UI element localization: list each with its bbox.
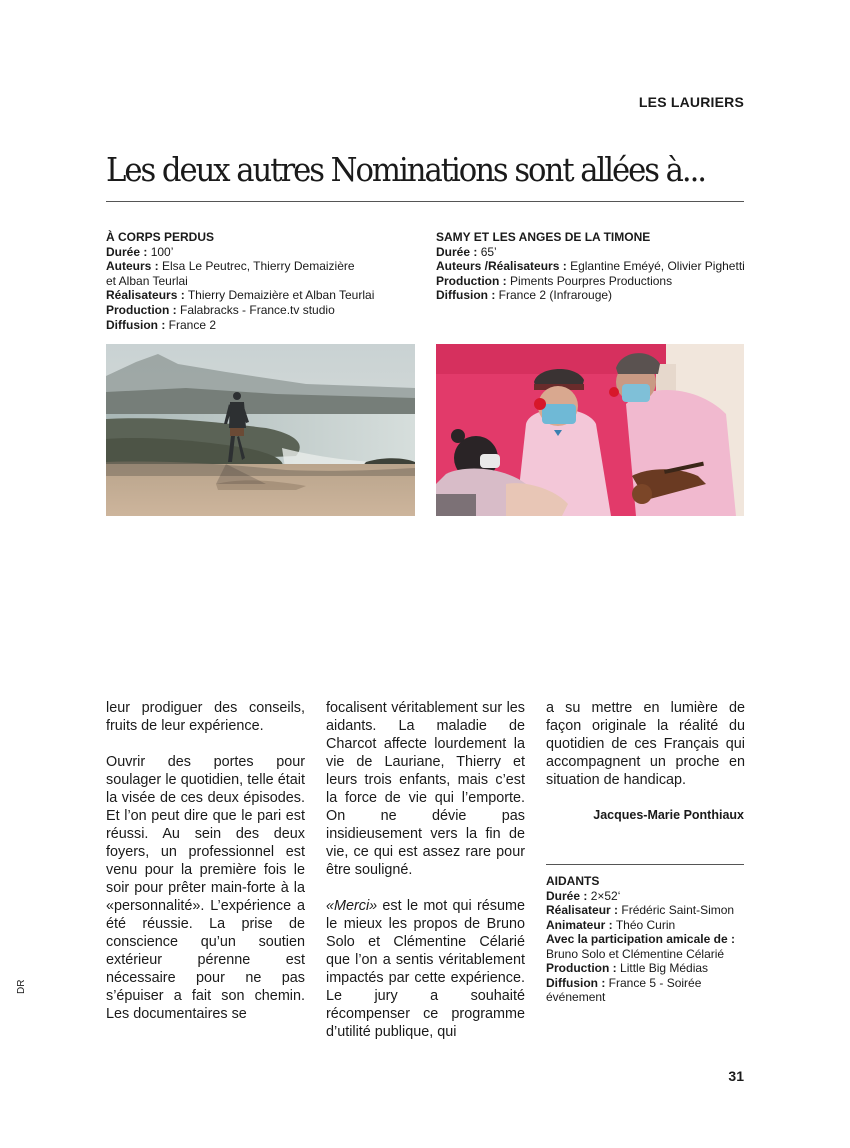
credit-label: Auteurs /Réalisateurs : [436, 259, 567, 274]
credit-label: Production : [546, 961, 617, 975]
credit-value: Eglantine Eméyé, Olivier Pighetti [570, 259, 745, 274]
headline-divider [106, 201, 744, 202]
credit-value: Elsa Le Peutrec, Thierry Demaizière [162, 259, 355, 274]
page-number: 31 [728, 1068, 744, 1084]
credit-label: Diffusion : [546, 975, 606, 990]
credit-label: Avec la participation amicale de : [546, 932, 735, 946]
credit-value: France 5 - Soirée [608, 975, 702, 990]
credit-label: Réalisateur : [546, 903, 619, 917]
section-label: LES LAURIERS [638, 94, 744, 110]
credit-label: Diffusion : [436, 288, 496, 303]
credit-label: Diffusion : [106, 317, 166, 332]
runner-coast-image [106, 344, 415, 516]
credit-value: 100’ [150, 244, 174, 259]
credit-label: Production : [106, 302, 177, 317]
credit-value: Bruno Solo et Clémentine Célarié [546, 946, 725, 961]
article-column-3 [546, 699, 745, 807]
article-paragraph [326, 897, 525, 1041]
box-title: AIDANTS [546, 874, 600, 888]
article-paragraph: a su mettre en lumière de façon originale la réalité du quotidien de ces Français qui accompagnent un proche en situation de handicap. [546, 700, 745, 788]
credit-value: Little Big Médias [620, 961, 709, 975]
article-column-2 [326, 699, 525, 1059]
article-paragraph: focalisent véritablement sur les aidants. La maladie de Charcot affecte lourdement la vie de Lauriane, Thierry et leurs trois enfants, mais c’est la force de vie qui l’emporte. On ne dévie pas insidieusement vers la fin de vie, ce qui est assez rare pour être souligné. [326, 700, 525, 878]
credit-label: Réalisateurs : [106, 288, 185, 303]
page-headline: Les deux autres Nominations sont allées à... [106, 150, 706, 189]
nomination-title: À CORPS PERDUS [106, 230, 215, 244]
credit-value: 65’ [480, 244, 497, 259]
credit-value: Théo Curin [615, 917, 676, 932]
article-paragraph: Ouvrir des portes pour soulager le quotidien, telle était la visée de ces deux épisodes. Et l’on peut dire que le pari est réussi. Au sein des deux foyers, un professionnel est venu pour la première fois le soir pour prêter main-forte à la «personnalité». L’expérience a été réussie. La prise de conscience qu’un soutien extérieur pérenne est nécessaire pour ne pas s’épuiser a fait son chemin. Les documentaires se [106, 754, 305, 1022]
credit-value: événement [546, 990, 606, 1004]
photo-clowns-hospital [436, 344, 744, 516]
box-divider [546, 864, 744, 865]
photo-credit: DR [16, 979, 27, 994]
credit-label: Production : [436, 273, 507, 288]
credit-value: Thierry Demaizière et Alban Teurlai [187, 288, 375, 303]
article-paragraph: leur prodiguer des conseils, fruits de leur expérience. [106, 700, 305, 734]
credit-label: Durée : [546, 888, 588, 903]
clowns-hospital-image [436, 344, 744, 516]
nomination-credits-a-corps-perdus [106, 230, 406, 332]
credit-value: France 2 (Infrarouge) [498, 288, 613, 303]
article-text: est le mot qui résume le mieux les propos de Bruno Solo et Clémentine Célarié que l’on a sentis véritablement impactés par cette expérience. Le jury a souhaité récompenser ce programme d’utilité publique, qui [326, 898, 525, 1040]
credit-value: Falabracks - France.tv studio [180, 302, 335, 317]
nomination-title: SAMY ET LES ANGES DE LA TIMONE [436, 230, 651, 244]
article-column-1 [106, 699, 305, 1041]
credit-value: Frédéric Saint-Simon [621, 903, 735, 917]
quote-word: «Merci» [326, 898, 378, 914]
credit-value: France 2 [168, 317, 217, 332]
credit-label: Durée : [106, 244, 148, 259]
credit-value: 2×52‘ [590, 888, 621, 903]
credit-label: Auteurs : [106, 259, 159, 274]
credit-value: et Alban Teurlai [106, 273, 188, 288]
credit-label: Durée : [436, 244, 478, 259]
credit-value: Piments Pourpres Productions [510, 273, 673, 288]
aidants-credits [546, 874, 751, 1005]
photo-runner-coast [106, 344, 415, 516]
author-signature: Jacques-Marie Ponthiaux [593, 808, 744, 822]
credit-label: Animateur : [546, 917, 613, 932]
nomination-credits-samy [436, 230, 756, 303]
